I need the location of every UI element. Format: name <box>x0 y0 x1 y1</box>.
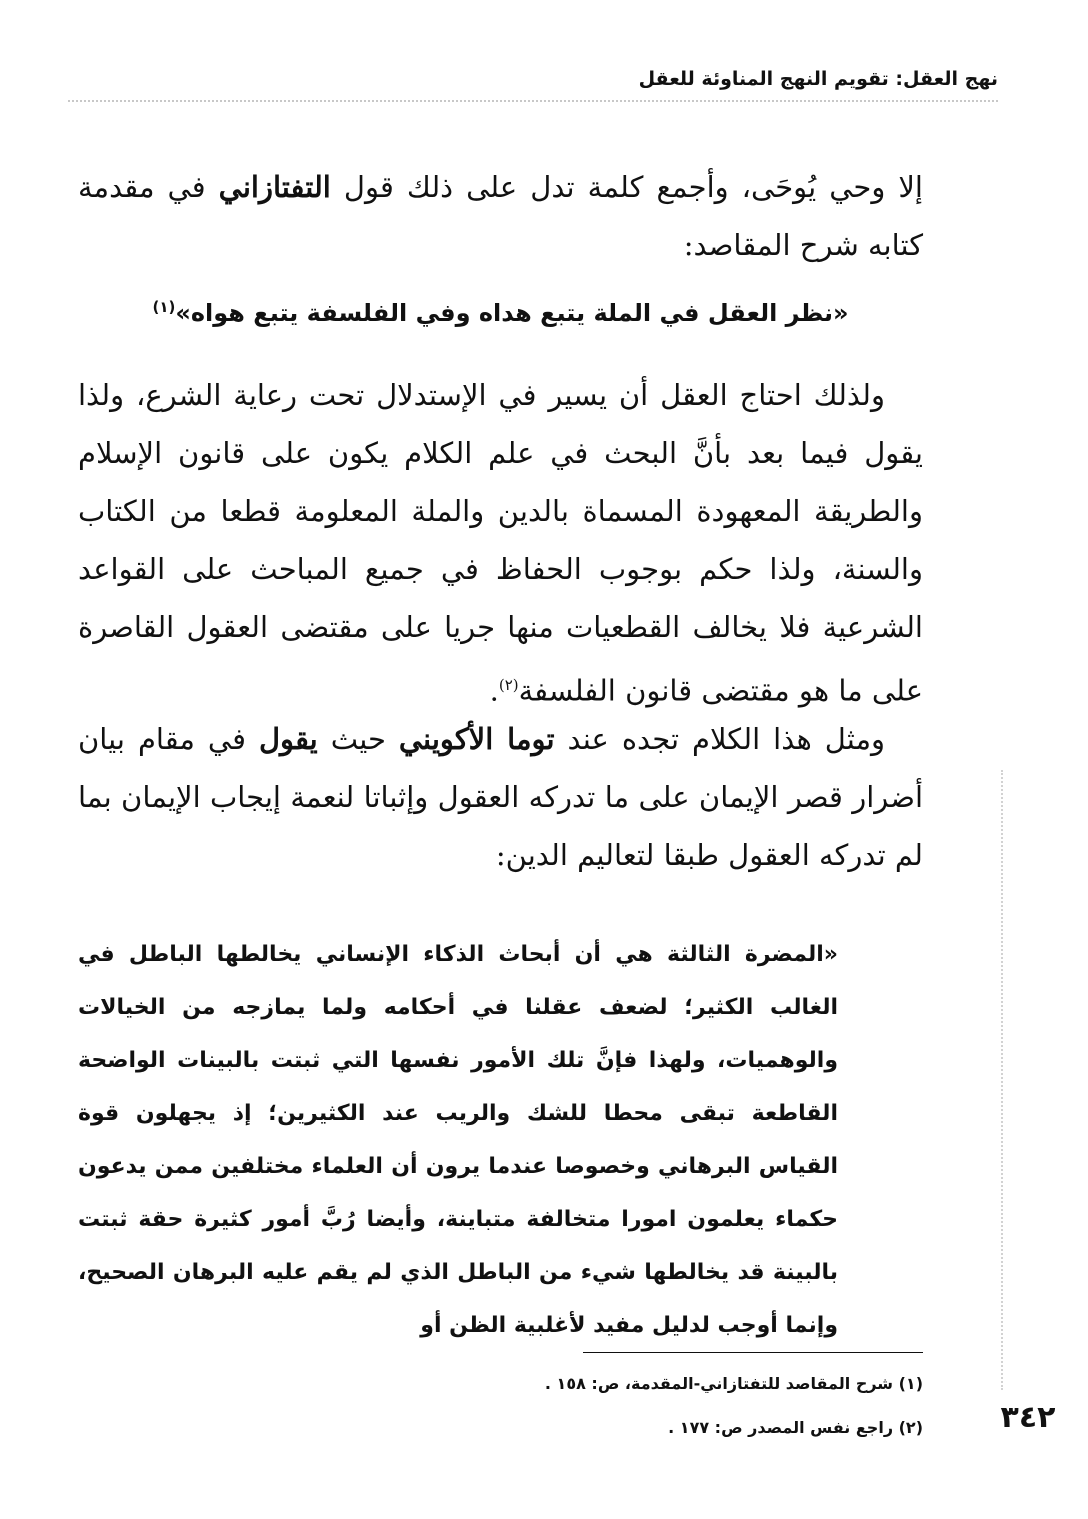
page-number: ٣٤٢ <box>1000 1400 1056 1435</box>
paragraph-2 <box>78 366 923 720</box>
running-head: نهج العقل: تقويم النهج المناوئة للعقل <box>638 68 998 90</box>
header-rule <box>68 100 998 102</box>
paragraph-2-text: ولذلك احتاج العقل أن يسير في الإستدلال تحت رعاية الشرع، ولذا يقول فيما بعد بأنَّ البحث في علم الكلام يكون على قانون الإسلام والطريقة المعهودة المسماة بالدين والملة المعلومة قطعا من الكتاب والسنة، ولذا حكم بوجوب الحفاظ في جميع المباحث على القواعد الشرعية فلا يخالف القطعيات منها جريا على مقتضى العقول القاصرة على ما هو مقتضى قانون الفلسفة <box>78 378 923 708</box>
footnote-2: (٢) راجع نفس المصدر ص: ١٧٧ . <box>668 1418 923 1437</box>
footnote-ref-2: (٢) <box>498 676 519 694</box>
footnote-ref-1: (١) <box>152 298 176 316</box>
footnote-1: (١) شرح المقاصد للتفتازاني-المقدمة، ص: ١٥٨ . <box>544 1374 923 1393</box>
paragraph-1 <box>78 158 923 274</box>
margin-dotted-rule <box>1001 770 1003 1390</box>
author-name-aquinas: توما الأكويني <box>398 722 555 756</box>
author-name-taftazani: التفتازاني <box>218 170 331 204</box>
paragraph-3-text-after: في مقام بيان أضرار قصر الإيمان على ما تدركه العقول وإثباتا لنعمة إيجاب الإيمان بما لم تدركه العقول طبقا لتعاليم الدين: <box>78 722 923 872</box>
paragraph-2-end: . <box>489 673 499 708</box>
footnote-rule <box>583 1352 923 1353</box>
says-word: يقول <box>258 722 318 756</box>
quote-1-text: «نظر العقل في الملة يتبع هداه وفي الفلسفة يتبع هواه» <box>175 299 849 327</box>
paragraph-3 <box>78 710 923 884</box>
paragraph-3-text-before: ومثل هذا الكلام تجده عند <box>554 722 885 756</box>
paragraph-1-text-before: إلا وحي يُوحَى، وأجمع كلمة تدل على ذلك قول <box>330 170 923 204</box>
quote-taftazani <box>78 298 923 327</box>
quote-aquinas: «المضرة الثالثة هي أن أبحاث الذكاء الإنساني يخالطها الباطل في الغالب الكثير؛ لضعف عقلنا في أحكامه ولما يمازجه من الخيالات والوهميات، ولهذا فإنَّ تلك الأمور نفسها التي ثبتت بالبينات الواضحة القاطعة تبقى محطا للشك والريب عند الكثيرين؛ إذ يجهلون قوة القياس البرهاني وخصوصا عندما يرون أن العلماء مختلفين ممن يدعون حكماء يعلمون امورا متخالفة متباينة، وأيضا رُبَّ أمور كثيرة حقة ثبتت بالبينة قد يخالطها شيء من الباطل الذي لم يقم عليه البرهان الصحيح، وإنما أوجب لدليل مفيد لأغلبية الظن أو <box>78 942 838 1338</box>
paragraph-3-text-mid: حيث <box>317 722 399 756</box>
paragraph-1-text-after: في مقدمة كتابه شرح المقاصد: <box>78 170 923 262</box>
